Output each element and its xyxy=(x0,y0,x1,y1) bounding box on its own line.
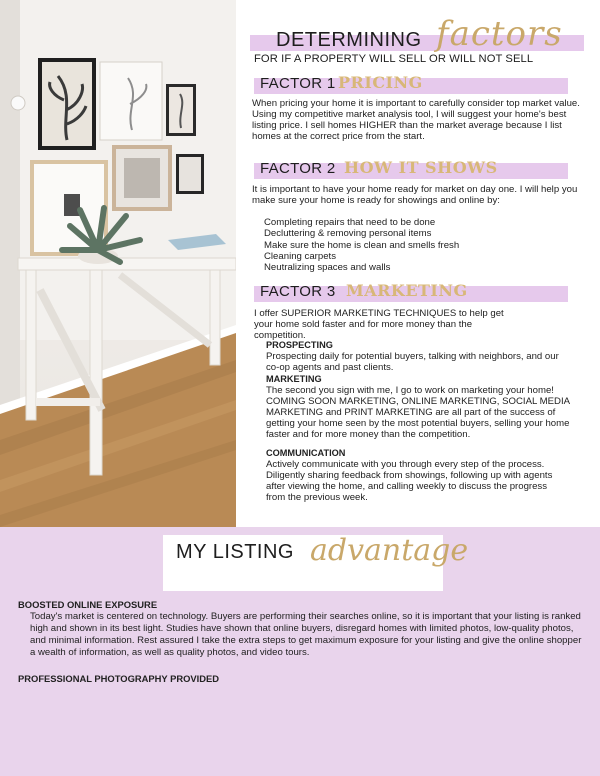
factor-2-text: It is important to have your home ready for market on day one. I will help you make sure your home is ready for showings and online by: xyxy=(252,184,578,206)
hero-photo xyxy=(0,0,236,527)
factor-1-label: FACTOR 1 xyxy=(260,75,336,92)
advantage-title: MY LISTING xyxy=(176,541,294,563)
advantage-title-script: advantage xyxy=(310,533,469,568)
hallway-console-illustration xyxy=(0,0,236,527)
factor-1-text: When pricing your home it is important to carefully consider top market value. Using my competitive market analysis tool, I will suggest your home's best listing price. I sell homes HIGHER than the market average because I list homes at the correct price from the start. xyxy=(252,98,580,142)
factor-2-list xyxy=(264,217,584,273)
prospecting-text: Prospecting daily for potential buyers, talking with neighbors, and our co-op agents and past clients. xyxy=(266,351,559,373)
list-item: Make sure the home is clean and smells fresh xyxy=(264,239,460,251)
communication-text: Actively communicate with you through every step of the process. Diligently sharing feedback from showings, following up with agents after viewing the home, and calling weekly to discuss the progress from the previous week. xyxy=(266,459,553,503)
list-item: Decluttering & removing personal items xyxy=(264,228,432,240)
page-title: DETERMINING xyxy=(276,29,422,51)
page-title-script: factors xyxy=(436,14,563,54)
list-item: Neutralizing spaces and walls xyxy=(264,262,391,274)
marketing-text: The second you sign with me, I go to work on marketing your home! COMING SOON MARKETING, ONLINE MARKETING, SOCIAL MEDIA MARKETING and PRINT MARKETING are all part of the success of getting your home seen by the most potential buyers, selling your home faster and for more money than the competition. xyxy=(266,385,570,440)
communication-heading: COMMUNICATION xyxy=(266,448,346,458)
marketing-heading: MARKETING xyxy=(266,374,322,384)
factor-3-name: MARKETING xyxy=(346,281,468,300)
list-item: Completing repairs that need to be done xyxy=(264,217,436,228)
listing-advantage-section xyxy=(0,527,600,776)
factor-2-name: HOW IT SHOWS xyxy=(344,158,498,177)
factor-3-text: I offer SUPERIOR MARKETING TECHNIQUES to help get your home sold faster and for more money than the competition. xyxy=(254,308,504,341)
factor-2-label: FACTOR 2 xyxy=(260,160,336,177)
boosted-exposure-heading: BOOSTED ONLINE EXPOSURE xyxy=(18,599,158,610)
list-item: Cleaning carpets xyxy=(264,250,336,262)
prospecting-heading: PROSPECTING xyxy=(266,340,333,350)
page-subtitle: FOR IF A PROPERTY WILL SELL OR WILL NOT SELL xyxy=(254,53,534,65)
factors-panel xyxy=(236,0,600,527)
factor-1-name: PRICING xyxy=(338,73,423,92)
boosted-exposure-text: Today's market is centered on technology. Buyers are performing their searches online, so it is important that your listing is ranked high and shown in its best light. Studies have shown that online buyers, disregard homes with limited photos, low-quality photos, and minimal information. Rest assured I take the extra steps to get maximum exposure for your listing and give the online shopper a wealth of information, as well as quality photos, and video tours. xyxy=(30,611,582,658)
factor-3-label: FACTOR 3 xyxy=(260,283,336,300)
photography-heading: PROFESSIONAL PHOTOGRAPHY PROVIDED xyxy=(18,673,220,684)
